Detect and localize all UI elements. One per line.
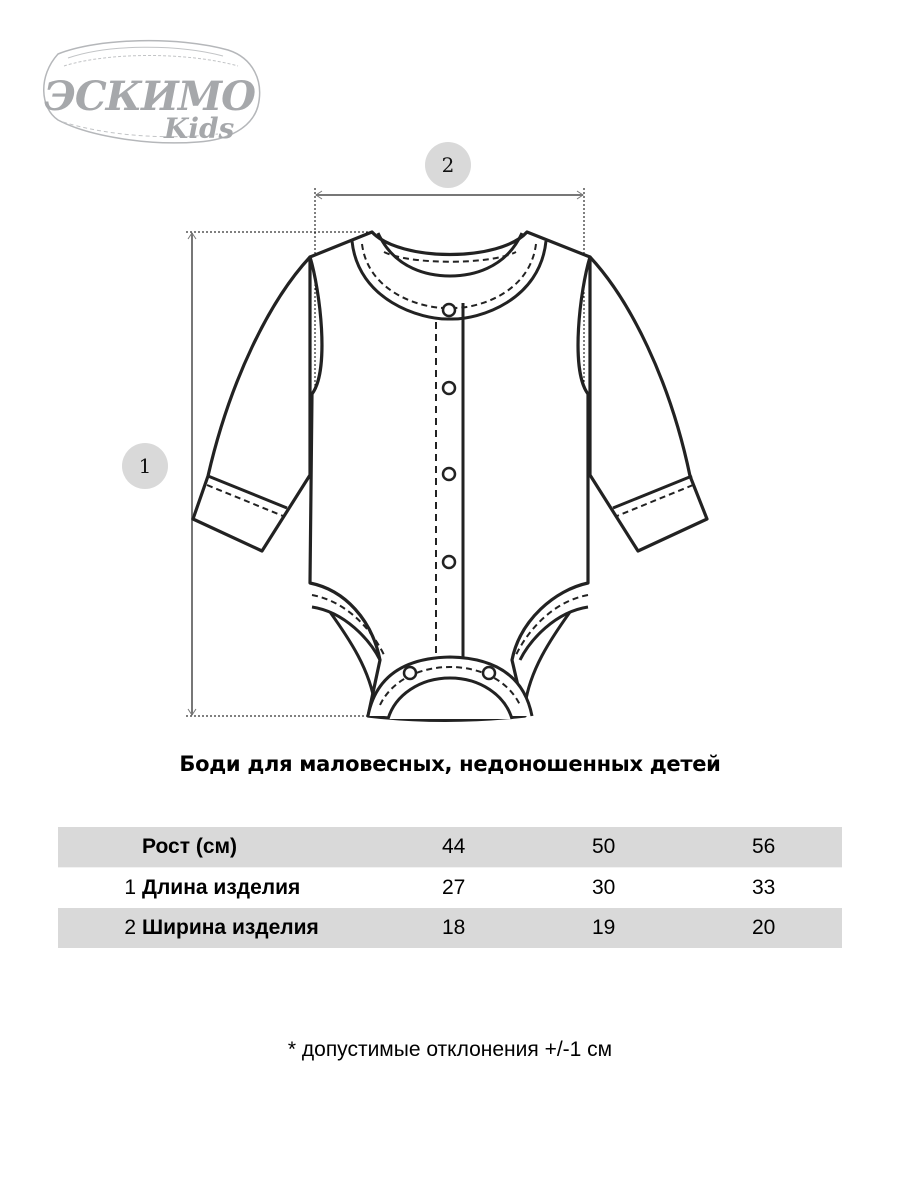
table-row (58, 868, 842, 909)
measure-badge-length (122, 443, 168, 489)
snap-button-icon (443, 304, 455, 316)
length-arrow-icon (188, 233, 196, 715)
snap-button-icon (404, 667, 416, 679)
row-label: Длина изделия (142, 876, 301, 899)
table-cell: 19 (592, 908, 752, 948)
width-arrow-icon (316, 191, 583, 199)
tolerance-footnote: * допустимые отклонения +/-1 см (287, 1038, 613, 1061)
table-cell: 30 (592, 876, 616, 899)
row-index: 2 (58, 908, 140, 948)
table-cell: 56 (752, 827, 842, 868)
measure-badge-width (425, 142, 471, 188)
table-cell: 20 (752, 908, 842, 948)
table-cell: 27 (442, 876, 466, 899)
svg-text:ЭСКИМО: ЭСКИМО (44, 73, 255, 120)
row-label: Ширина изделия (140, 908, 442, 948)
size-table (58, 827, 842, 948)
row-label: Рост (см) (140, 827, 442, 868)
snap-button-icon (443, 382, 455, 394)
table-cell: 44 (442, 827, 592, 868)
measure-badge-label: 1 (138, 454, 152, 478)
row-index (58, 827, 140, 868)
table-cell: 33 (752, 876, 776, 899)
snap-button-icon (443, 556, 455, 568)
svg-text:Kids: Kids (164, 112, 235, 145)
row-index: 1 (124, 876, 136, 899)
product-title: Боди для маловесных, недоношенных детей (179, 752, 721, 776)
table-cell: 18 (442, 908, 592, 948)
measure-badge-label: 2 (441, 153, 455, 177)
table-header-row (58, 827, 842, 868)
snap-button-icon (483, 667, 495, 679)
table-cell: 50 (592, 827, 752, 868)
table-row (58, 908, 842, 948)
snap-button-icon (443, 468, 455, 480)
